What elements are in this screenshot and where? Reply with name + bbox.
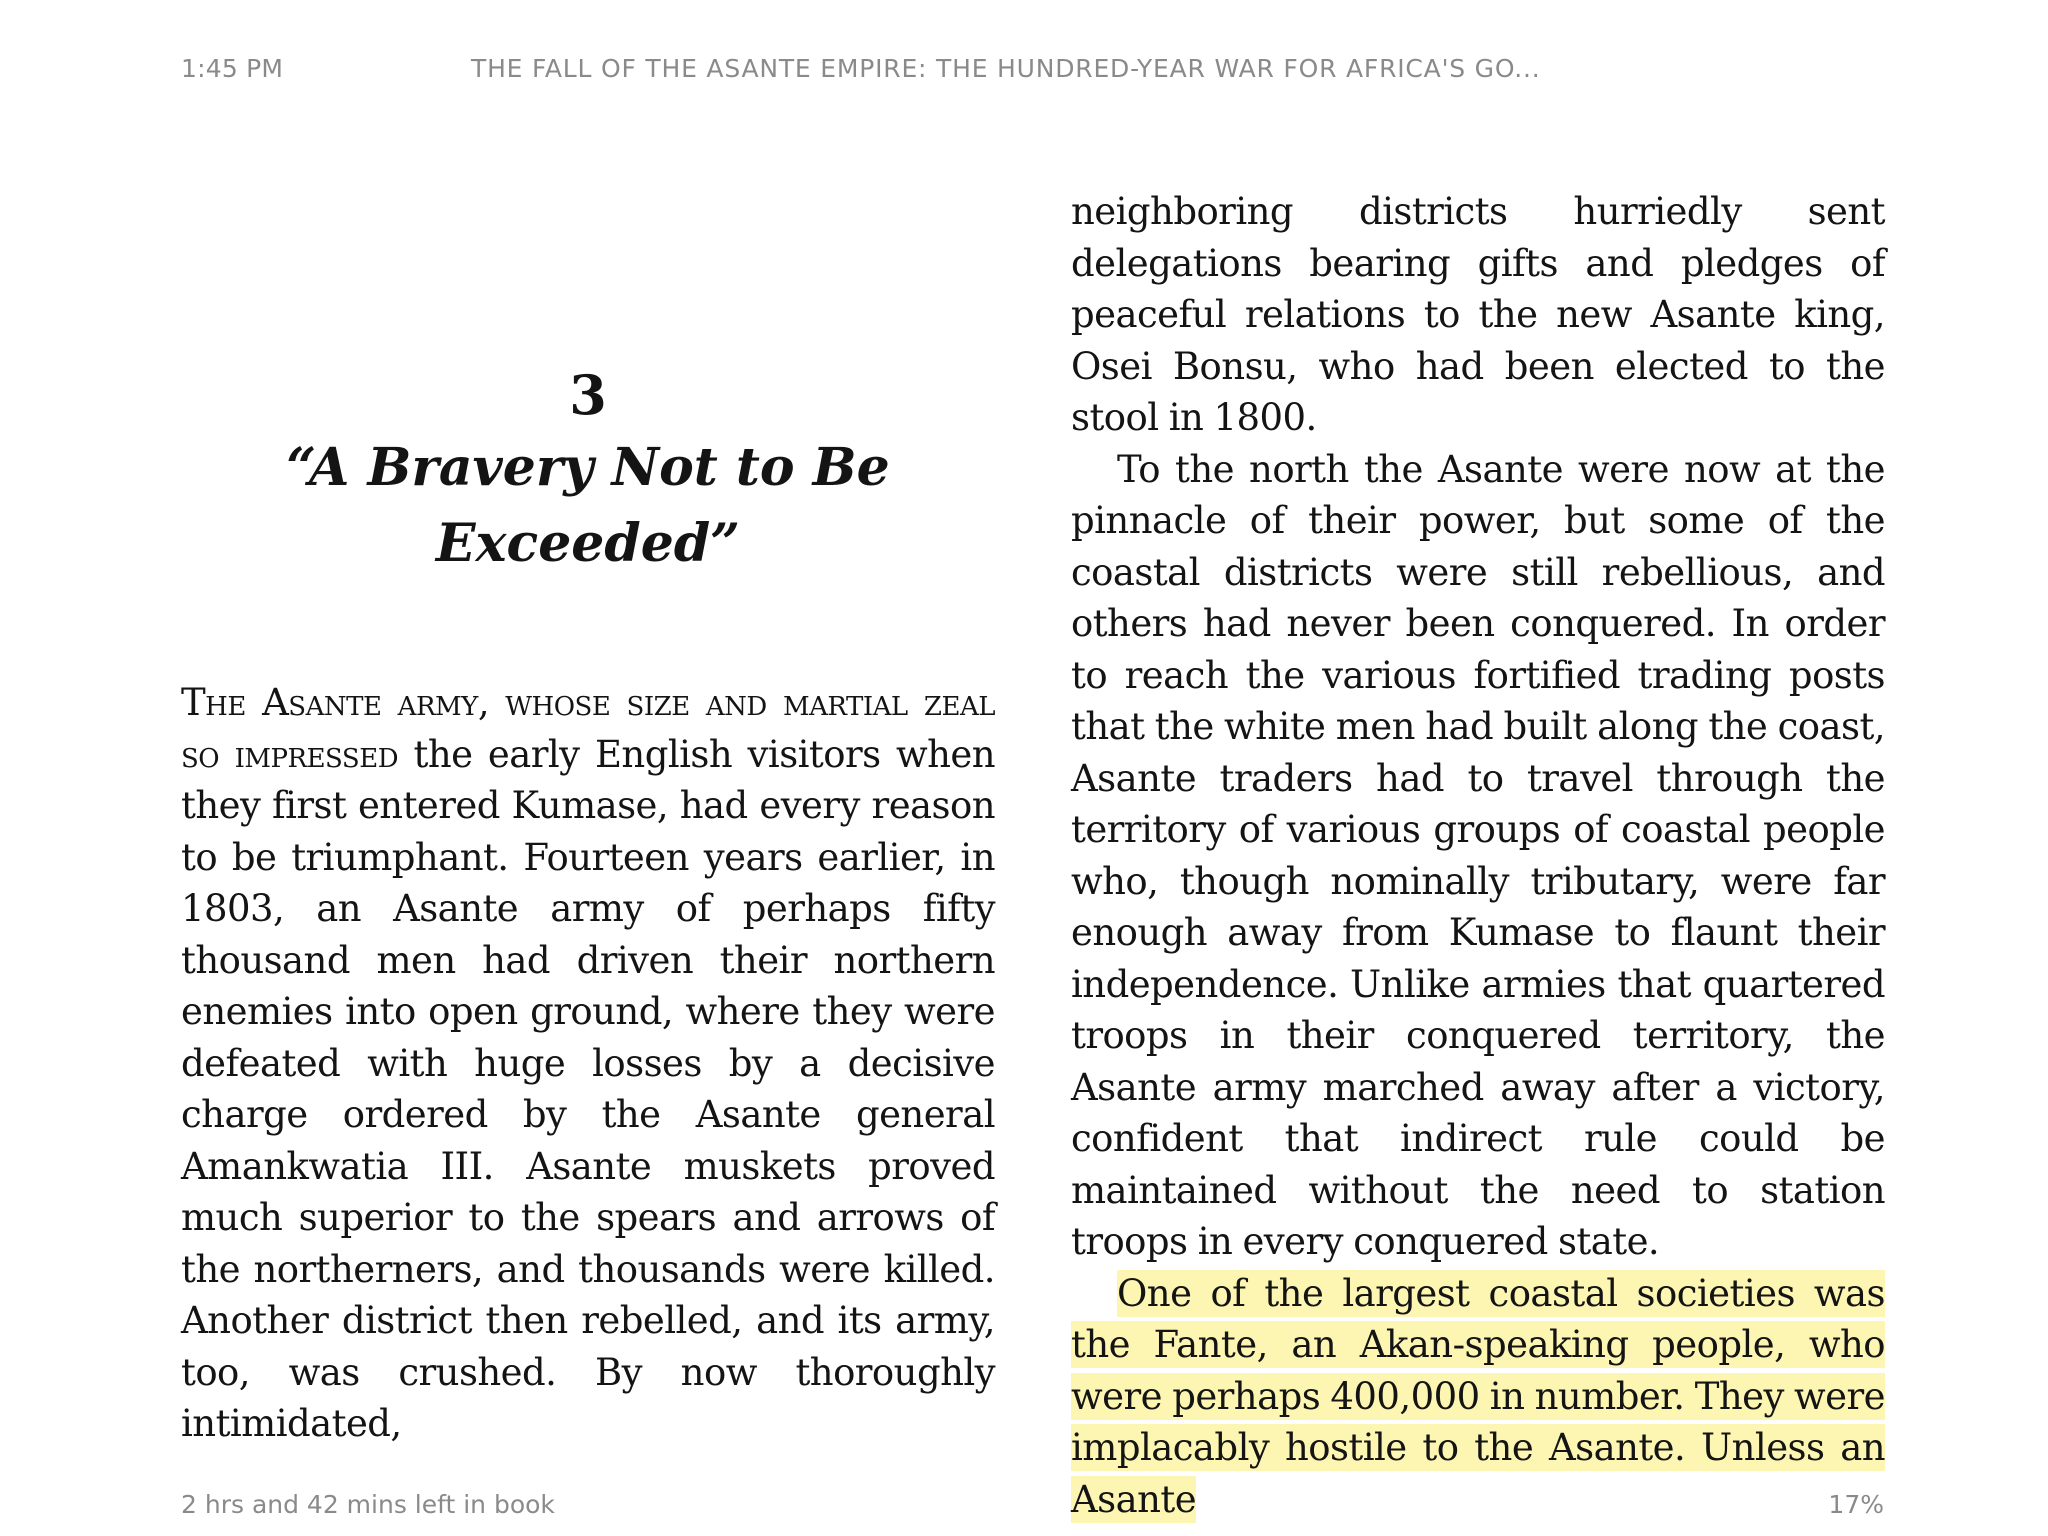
paragraph-text: the early English visitors when they first entered Kumase, had every reason to be triumphant. Fourteen years earlier, in 1803, an Asante army of perhaps fifty thousand men had driven their northern enemies into open ground, where they were defeated with huge losses by a decisive charge ordered by the Asante general Amankwatia III. Asante muskets proved much superior to the spears and arrows of the northerners, and thousands were killed. Another district then rebelled, and its army, too, was crushed. By now thoroughly intimidated, — [181, 732, 995, 1445]
right-page[interactable] — [1071, 186, 1885, 1525]
book-title[interactable]: THE FALL OF THE ASANTE EMPIRE: THE HUNDRED-YEAR WAR FOR AFRICA'S GO... — [471, 54, 1541, 83]
reading-progress-percent: 17% — [1828, 1490, 1884, 1519]
body-paragraph — [181, 677, 995, 1450]
chapter-title: “A Bravery Not to Be Exceeded” — [286, 437, 890, 574]
reader-header — [181, 54, 1884, 94]
chapter-number: 3 — [569, 363, 607, 427]
highlighted-paragraph[interactable] — [1071, 1268, 1885, 1526]
left-page[interactable] — [181, 360, 995, 1450]
reader-footer — [181, 1490, 1884, 1524]
text-highlight[interactable]: One of the largest coastal societies was the Fante, an Akan-speaking people, who were perhaps 400,000 in number. They were implacably hostile to the Asante. Unless an Asante — [1071, 1271, 1885, 1521]
paragraph-lead-in: The Asante army, whose size and martial zeal so impressed — [181, 681, 995, 776]
body-paragraph: To the north the Asante were now at the pinnacle of their power, but some of the coastal districts were still rebellious, and others had never been conquered. In order to reach the various fortified trading posts that the white men had built along the coast, Asante traders had to travel through the territory of various groups of coastal people who, though nominally tributary, were far enough away from Kumase to flaunt their independence. Unlike armies that quartered troops in their conquered territory, the Asante army marched away after a victory, confident that indirect rule could be maintained without the need to station troops in every conquered state. — [1071, 447, 1885, 1263]
chapter-heading — [181, 360, 995, 582]
time-left-in-book: 2 hrs and 42 mins left in book — [181, 1490, 555, 1519]
clock: 1:45 PM — [181, 54, 284, 83]
body-paragraph-continued: neighboring districts hurriedly sent delegations bearing gifts and pledges of peaceful relations to the new Asante king, Osei Bonsu, who had been elected to the stool in 1800. — [1071, 190, 1885, 439]
